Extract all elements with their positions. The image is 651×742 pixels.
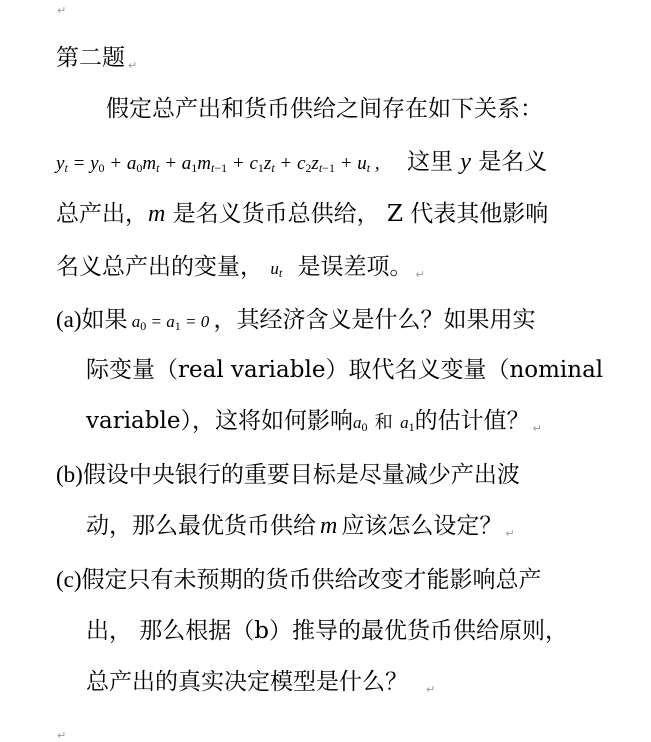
- question-title: 第二题 ↵: [56, 45, 138, 72]
- paragraph-mark: ↵: [57, 4, 67, 17]
- paragraph-mark: ↵: [128, 59, 138, 72]
- question-c-line-3: 总产出的真实决定模型是什么？ ↵: [86, 669, 436, 696]
- m-variable: m: [320, 513, 338, 539]
- question-b-line-1: (b)假设中央银行的重要目标是尽量减少产出波: [56, 462, 520, 488]
- a0-symbol: $a_0$: [352, 413, 368, 434]
- question-b-line-2: 动，那么最优货币供给 m 应该怎么设定？ ↵: [86, 513, 515, 540]
- paragraph-mark: ↵: [532, 422, 542, 435]
- question-a-line-2: 际变量（real variable）取代名义变量（nominal: [86, 357, 604, 383]
- paragraph-mark: ↵: [426, 683, 436, 696]
- equation: $y_t = y_0 + a_0m_t + a_1m_{t-1} + c_1z_t + c_2z_{t-1} + u_t$ ,: [56, 153, 380, 175]
- question-a-label: (a): [56, 307, 82, 332]
- question-c-line-2: 出， 那么根据（b）推导的最优货币供给原则，: [86, 618, 569, 644]
- paragraph-mark: ↵: [57, 729, 67, 742]
- m-variable: m: [148, 201, 166, 227]
- a0-a1-zero: $a_0 = a_1 = 0$: [127, 312, 214, 333]
- definition-line-3: 名义总产出的变量， $u_t$ 是误差项。 ↵: [56, 254, 425, 281]
- question-c-line-1: (c)假定只有未预期的货币供给改变才能影响总产: [56, 567, 542, 593]
- here-text: 这里: [406, 149, 453, 175]
- question-b-label: (b): [56, 462, 83, 487]
- is-nominal-text: 是名义: [478, 149, 548, 175]
- definition-line-2: 总产出，m 是名义货币总供给， Z 代表其他影响: [56, 201, 549, 227]
- a1-symbol: $a_1$: [400, 413, 415, 434]
- equation-line: [56, 150, 547, 174]
- question-c-label: (c): [56, 567, 82, 592]
- paragraph-mark: ↵: [505, 527, 515, 540]
- paragraph-mark: ↵: [415, 268, 425, 281]
- u-variable: $u_t$: [270, 259, 283, 280]
- y-variable: y: [460, 149, 471, 175]
- question-a-line-1: (a)如果 $a_0 = a_1 = 0$ ，其经济含义是什么？如果用实: [56, 307, 536, 333]
- question-a-line-3: variable），这将如何影响$a_0$ 和 $a_1$的估计值？ ↵: [86, 408, 542, 435]
- intro-text: 假定总产出和货币供给之间存在如下关系：: [106, 96, 543, 122]
